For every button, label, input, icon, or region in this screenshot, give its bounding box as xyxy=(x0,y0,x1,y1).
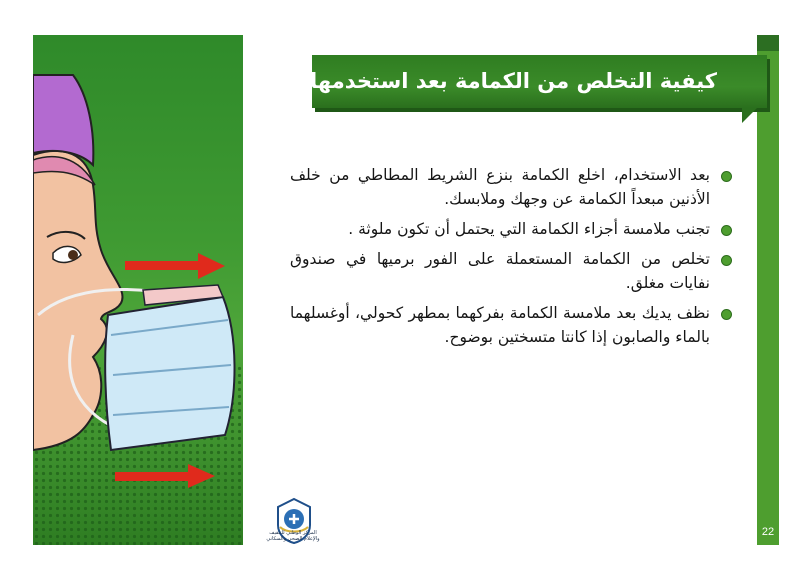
list-item xyxy=(290,163,710,211)
bullet-icon xyxy=(721,255,732,266)
right-accent-bar-cap xyxy=(757,35,779,51)
list-item-text: تخلص من الكمامة المستعملة على الفور برميها في صندوق نفايات مغلق. xyxy=(290,250,710,292)
list-item xyxy=(290,247,710,295)
title-banner-fold xyxy=(742,108,757,123)
list-item-text: بعد الاستخدام، اخلع الكمامة بنزع الشريط المطاطي من خلف الأذنين مبعداً الكمامة عن وجهك وملابسك. xyxy=(290,166,710,208)
bullet-icon xyxy=(721,309,732,320)
logo-caption: المركز الوطني للتثقيف والإعلام الصحي والسكاني xyxy=(266,530,320,542)
bullet-icon xyxy=(721,171,732,182)
list-item-text: تجنب ملامسة أجزاء الكمامة التي يحتمل أن تكون ملوثة . xyxy=(348,220,710,238)
right-accent-bar xyxy=(757,35,779,545)
instructions-list xyxy=(290,163,710,355)
list-item xyxy=(290,217,710,241)
mask-removal-illustration xyxy=(33,35,243,545)
title-banner xyxy=(312,55,767,108)
page-title: كيفية التخلص من الكمامة بعد استخدمها xyxy=(310,69,717,93)
face-with-mask-drawing xyxy=(33,35,243,545)
bullet-icon xyxy=(721,225,732,236)
list-item xyxy=(290,301,710,349)
page-number: 22 xyxy=(761,526,775,538)
list-item-text: نظف يديك بعد ملامسة الكمامة بفركهما بمطهر كحولي، أوغسلهما بالماء والصابون إذا كانتا متسختين بوضوح. xyxy=(290,304,710,346)
